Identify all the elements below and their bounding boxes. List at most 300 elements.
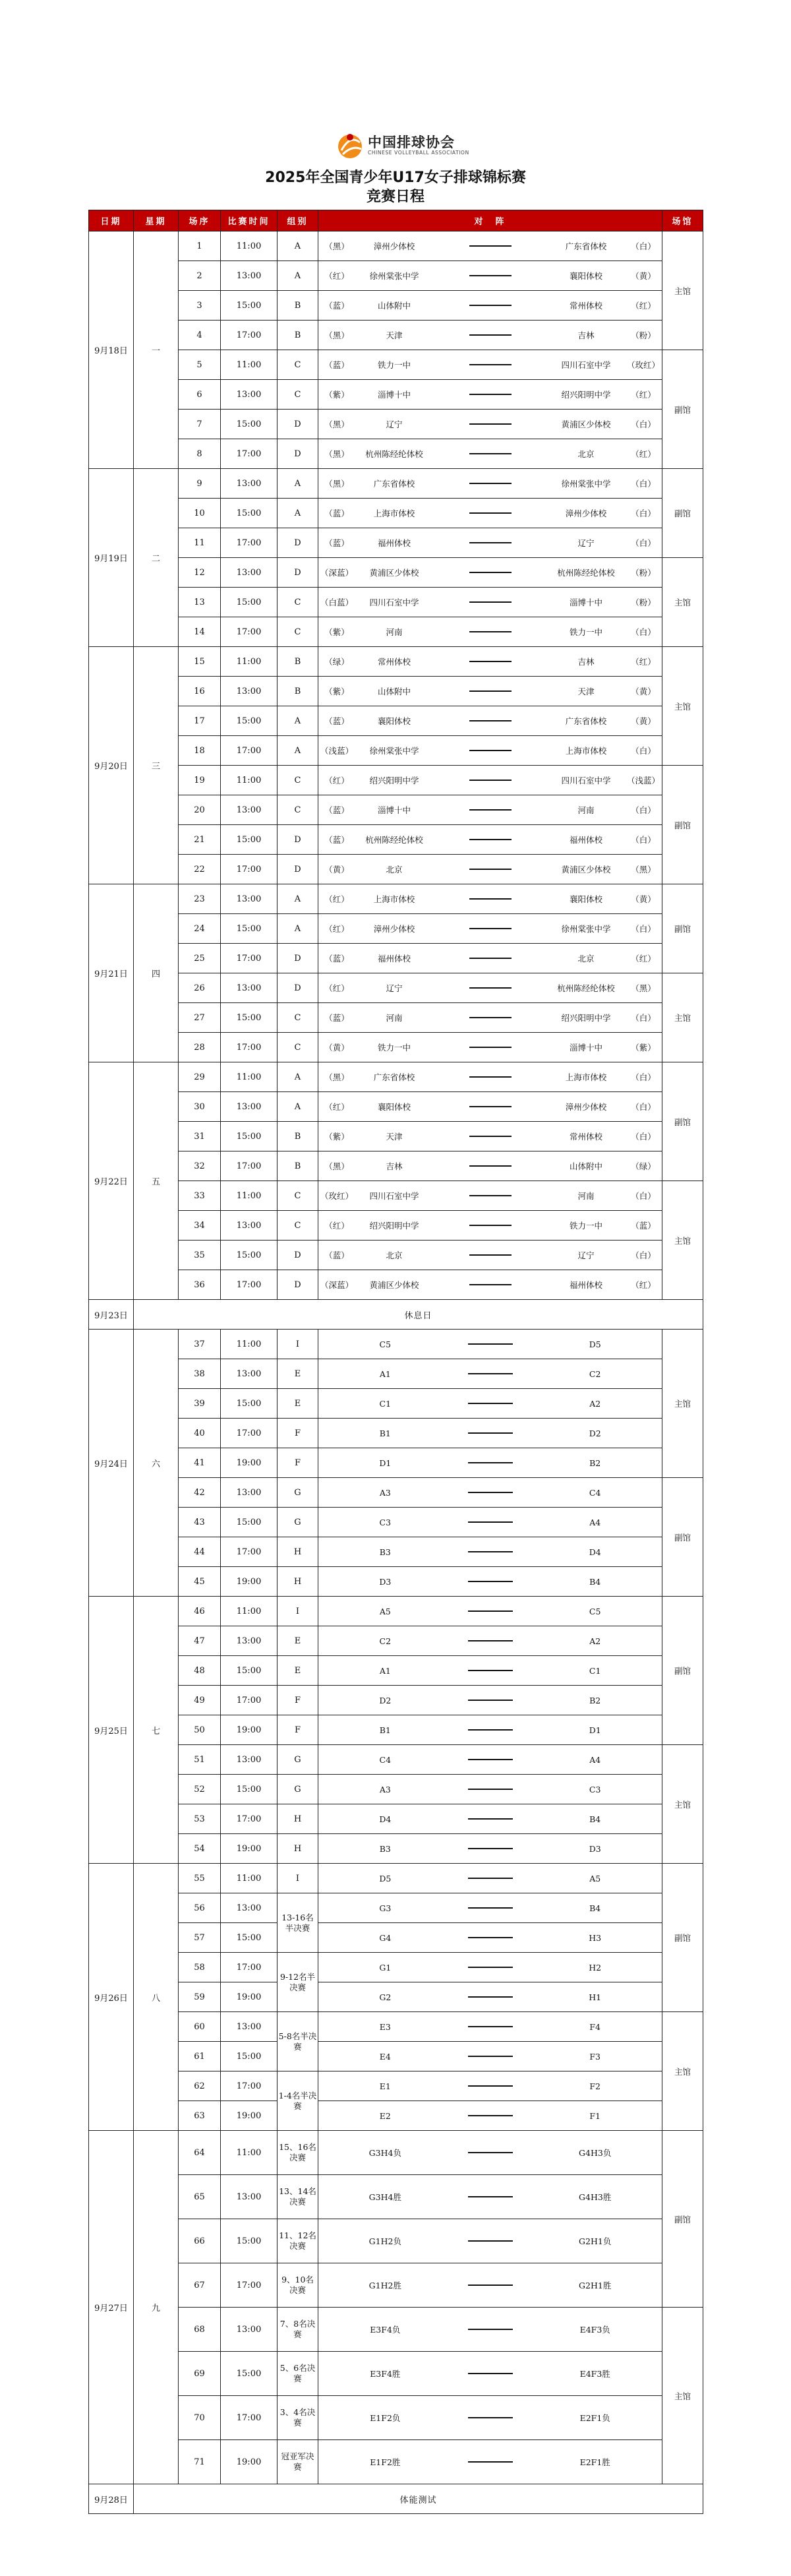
versus-line	[433, 869, 547, 870]
match-time: 15:00	[221, 2352, 278, 2396]
team1-name: 北京	[386, 1250, 403, 1260]
team2-jersey-color: （白）	[631, 924, 656, 934]
team2-slot: E2F1负	[579, 2413, 610, 2423]
team1-slot: D3	[379, 1576, 392, 1587]
placement-row	[89, 2042, 703, 2071]
matchup-cell	[318, 2101, 662, 2131]
matchup-cell	[318, 2440, 662, 2484]
match-date: 9月23日	[89, 1300, 134, 1330]
matchup-cell	[318, 1508, 662, 1537]
team2-slot: F2	[589, 2081, 601, 2091]
match-time: 17:00	[221, 1419, 278, 1448]
versus-line	[433, 1076, 547, 1078]
versus-line	[433, 483, 547, 484]
team1-jersey-color: （玫红）	[320, 1191, 353, 1201]
match-group: B	[278, 321, 318, 350]
match-number: 10	[179, 499, 221, 528]
matchup-cell	[318, 1775, 662, 1804]
matchup-cell	[318, 1923, 662, 1953]
match-time: 15:00	[221, 1508, 278, 1537]
team1-name: 福州体校	[377, 538, 411, 548]
team2-slot: A5	[589, 1873, 601, 1884]
placement-row	[89, 1715, 703, 1745]
match-time: 19:00	[221, 2440, 278, 2484]
match-group: A	[278, 736, 318, 766]
venue-main: 主馆	[662, 1745, 703, 1864]
versus-line	[452, 2329, 529, 2330]
placement-row	[89, 1626, 703, 1656]
logo-subtext: CHINESE VOLLEYBALL ASSOCIATION	[368, 150, 469, 156]
header-group: 组别	[278, 210, 318, 231]
versus-line	[452, 1373, 529, 1374]
team1-name: 天津	[386, 330, 403, 340]
team1-slot: D1	[379, 1457, 392, 1468]
team2-slot: D2	[589, 1428, 601, 1438]
match-number: 33	[179, 1181, 221, 1211]
matchup-cell	[318, 1033, 662, 1062]
matchup-cell	[318, 1715, 662, 1745]
match-time: 11:00	[221, 1864, 278, 1893]
team1-slot: C2	[379, 1636, 392, 1646]
match-number: 48	[179, 1656, 221, 1686]
match-time: 15:00	[221, 1122, 278, 1151]
versus-line	[452, 1492, 529, 1493]
logo	[334, 129, 469, 164]
team1-name: 黄浦区少体校	[369, 1280, 419, 1290]
placement-row	[89, 2101, 703, 2131]
matchup-cell	[318, 2396, 662, 2440]
match-group: A	[278, 884, 318, 914]
match-weekday: 七	[134, 1597, 179, 1864]
team2-slot: E2F1胜	[579, 2457, 610, 2467]
matchup-cell	[318, 1864, 662, 1893]
team1-jersey-color: （红）	[324, 894, 349, 904]
matchup-cell	[318, 1597, 662, 1626]
versus-line	[433, 1106, 547, 1107]
team2-jersey-color: （白）	[631, 538, 656, 548]
match-group: C	[278, 1211, 318, 1241]
team2-slot: H1	[589, 1992, 602, 2002]
match-row	[89, 1211, 703, 1241]
placement-row	[89, 1448, 703, 1478]
match-time: 15:00	[221, 291, 278, 321]
match-group: 冠亚军决赛	[278, 2440, 318, 2484]
match-row	[89, 617, 703, 647]
versus-line	[433, 750, 547, 751]
match-number: 47	[179, 1626, 221, 1656]
team2-name: 铁力一中	[569, 1221, 602, 1231]
venue-sub: 副馆	[662, 350, 703, 469]
match-row	[89, 231, 703, 261]
placement-row	[89, 1389, 703, 1419]
team1-jersey-color: （黑）	[324, 419, 349, 429]
team1-jersey-color: （红）	[324, 1102, 349, 1112]
match-group: E	[278, 1389, 318, 1419]
team1-name: 铁力一中	[377, 360, 411, 370]
match-group: 3、4名决赛	[278, 2396, 318, 2440]
match-number: 36	[179, 1270, 221, 1300]
team2-name: 漳州少体校	[565, 508, 607, 518]
match-time: 13:00	[221, 795, 278, 825]
match-time: 17:00	[221, 1033, 278, 1062]
versus-line	[452, 1403, 529, 1404]
match-number: 18	[179, 736, 221, 766]
team2-jersey-color: （白）	[631, 805, 656, 815]
match-time: 13:00	[221, 1211, 278, 1241]
placement-row	[89, 1982, 703, 2012]
versus-line	[433, 690, 547, 692]
team2-jersey-color: （白）	[631, 835, 656, 845]
team2-name: 上海市体校	[565, 1072, 607, 1082]
match-number: 20	[179, 795, 221, 825]
team2-slot: B4	[589, 1576, 601, 1587]
match-date: 9月20日	[89, 647, 134, 884]
versus-line	[452, 2026, 529, 2027]
team1-jersey-color: （蓝）	[324, 301, 349, 311]
match-group: 15、16名决赛	[278, 2131, 318, 2175]
match-time: 19:00	[221, 1567, 278, 1597]
team1-jersey-color: （红）	[324, 924, 349, 934]
match-time: 15:00	[221, 1241, 278, 1270]
team1-slot: A3	[379, 1784, 391, 1794]
match-row	[89, 1151, 703, 1181]
versus-line	[433, 512, 547, 514]
venue-main: 主馆	[662, 1330, 703, 1478]
matchup-cell	[318, 1270, 662, 1300]
matchup-cell	[318, 1893, 662, 1923]
team1-jersey-color: （蓝）	[324, 1013, 349, 1023]
matchup-cell	[318, 2071, 662, 2101]
match-group: A	[278, 706, 318, 736]
placement-row	[89, 1834, 703, 1864]
team2-slot: D5	[589, 1339, 601, 1349]
venue-main: 主馆	[662, 2308, 703, 2484]
match-number: 49	[179, 1686, 221, 1715]
match-time: 15:00	[221, 2042, 278, 2071]
matchup-cell	[318, 1982, 662, 2012]
match-weekday: 一	[134, 231, 179, 469]
team2-jersey-color: （红）	[631, 449, 656, 459]
team2-jersey-color: （红）	[631, 1280, 656, 1290]
match-time: 15:00	[221, 1775, 278, 1804]
team1-slot: G3H4负	[368, 2148, 401, 2158]
team2-slot: A4	[589, 1517, 601, 1527]
matchup-cell	[318, 1626, 662, 1656]
match-time: 13:00	[221, 469, 278, 499]
versus-line	[452, 2056, 529, 2057]
match-time: 13:00	[221, 1626, 278, 1656]
match-time: 11:00	[221, 766, 278, 795]
match-time: 13:00	[221, 380, 278, 410]
versus-line	[452, 1581, 529, 1582]
match-number: 55	[179, 1864, 221, 1893]
match-time: 11:00	[221, 647, 278, 677]
team2-jersey-color: （红）	[631, 657, 656, 667]
team2-name: 绍兴阳明中学	[561, 390, 611, 400]
team1-name: 黄浦区少体校	[369, 568, 419, 578]
matchup-cell	[318, 2263, 662, 2308]
match-number: 30	[179, 1092, 221, 1122]
versus-line	[452, 1996, 529, 1998]
versus-line	[433, 1047, 547, 1048]
match-group: C	[278, 795, 318, 825]
match-number: 35	[179, 1241, 221, 1270]
team2-name: 河南	[577, 1191, 595, 1201]
semifinal-label: 9-12名半决赛	[278, 1953, 318, 2012]
versus-line	[433, 1284, 547, 1285]
match-number: 1	[179, 231, 221, 261]
placement-row	[89, 2440, 703, 2484]
match-number: 27	[179, 1003, 221, 1033]
team1-slot: G2	[379, 1992, 392, 2002]
team1-slot: G1H2负	[368, 2236, 401, 2246]
venue-main: 主馆	[662, 2012, 703, 2131]
match-row	[89, 1270, 703, 1300]
team1-jersey-color: （绿）	[324, 657, 349, 667]
team1-slot: D5	[379, 1873, 392, 1884]
header-venue: 场馆	[662, 210, 703, 231]
team2-jersey-color: （绿）	[631, 1161, 656, 1171]
match-group: E	[278, 1656, 318, 1686]
team1-jersey-color: （蓝）	[324, 835, 349, 845]
matchup-cell	[318, 706, 662, 736]
team2-name: 杭州陈经纶体校	[557, 568, 615, 578]
venue-main: 主馆	[662, 558, 703, 647]
matchup-cell	[318, 558, 662, 588]
match-row	[89, 647, 703, 677]
match-number: 57	[179, 1923, 221, 1953]
match-number: 8	[179, 439, 221, 469]
matchup-cell	[318, 1359, 662, 1389]
matchup-cell	[318, 2042, 662, 2071]
team1-slot: E4	[379, 2051, 391, 2062]
placement-row	[89, 1745, 703, 1775]
match-group: F	[278, 1448, 318, 1478]
team2-jersey-color: （黄）	[631, 687, 656, 696]
versus-line	[452, 2152, 529, 2153]
match-row	[89, 350, 703, 380]
team1-slot: G3	[379, 1903, 392, 1913]
team2-name: 山体附中	[569, 1161, 602, 1171]
matchup-cell	[318, 677, 662, 706]
placement-row	[89, 1537, 703, 1567]
match-group: B	[278, 647, 318, 677]
match-group: 7、8名决赛	[278, 2308, 318, 2352]
match-number: 68	[179, 2308, 221, 2352]
match-row	[89, 528, 703, 558]
matchup-cell	[318, 944, 662, 973]
match-time: 19:00	[221, 1715, 278, 1745]
team2-slot: G4H3胜	[579, 2192, 612, 2202]
versus-line	[433, 275, 547, 276]
versus-line	[452, 1640, 529, 1641]
placement-row	[89, 1508, 703, 1537]
team2-name: 北京	[577, 954, 595, 964]
placement-row	[89, 1804, 703, 1834]
team1-jersey-color: （黑）	[324, 241, 349, 251]
page-subtitle: 竞赛日程	[366, 189, 425, 205]
versus-line	[452, 2115, 529, 2116]
match-number: 51	[179, 1745, 221, 1775]
team1-name: 襄阳体校	[377, 1102, 411, 1112]
team2-slot: H3	[589, 1932, 602, 1943]
match-time: 17:00	[221, 944, 278, 973]
match-row	[89, 766, 703, 795]
match-weekday: 五	[134, 1062, 179, 1300]
match-date: 9月27日	[89, 2131, 134, 2484]
match-time: 13:00	[221, 884, 278, 914]
team2-jersey-color: （玫红）	[626, 360, 660, 370]
match-row	[89, 825, 703, 855]
team2-slot: B2	[589, 1457, 601, 1468]
match-group: 9、10名决赛	[278, 2263, 318, 2308]
team2-name: 吉林	[577, 330, 595, 340]
team2-slot: F1	[589, 2110, 601, 2121]
team2-slot: D3	[589, 1843, 601, 1854]
versus-line	[433, 928, 547, 929]
match-date: 9月18日	[89, 231, 134, 469]
matchup-cell	[318, 1953, 662, 1982]
match-group: G	[278, 1745, 318, 1775]
versus-line	[433, 898, 547, 900]
team2-name: 吉林	[577, 657, 595, 667]
team2-name: 四川石室中学	[561, 776, 611, 785]
match-group: C	[278, 380, 318, 410]
match-time: 17:00	[221, 2396, 278, 2440]
team2-jersey-color: （红）	[631, 390, 656, 400]
semifinal-label: 5-8名半决赛	[278, 2012, 318, 2071]
team1-jersey-color: （黑）	[324, 1161, 349, 1171]
schedule-body	[89, 231, 703, 2514]
rest-day-row	[89, 1300, 703, 1330]
match-time: 13:00	[221, 1745, 278, 1775]
versus-line	[452, 1907, 529, 1909]
team1-name: 上海市体校	[373, 894, 415, 904]
team1-jersey-color: （紫）	[324, 687, 349, 696]
venue-sub: 副馆	[662, 1062, 703, 1181]
match-group: A	[278, 499, 318, 528]
team1-name: 福州体校	[377, 954, 411, 964]
match-row	[89, 1033, 703, 1062]
versus-line	[452, 1967, 529, 1968]
team2-name: 河南	[577, 805, 595, 815]
match-number: 37	[179, 1330, 221, 1359]
team1-slot: E1	[379, 2081, 391, 2091]
match-group: B	[278, 1151, 318, 1181]
team2-slot: G4H3负	[579, 2148, 612, 2158]
match-group: A	[278, 1062, 318, 1092]
versus-line	[433, 1195, 547, 1196]
team1-jersey-color: （黄）	[324, 1043, 349, 1053]
matchup-cell	[318, 321, 662, 350]
match-number: 29	[179, 1062, 221, 1092]
team1-name: 辽宁	[386, 419, 403, 429]
team2-slot: C5	[589, 1606, 601, 1616]
placement-row	[89, 2219, 703, 2263]
match-row	[89, 321, 703, 350]
match-number: 19	[179, 766, 221, 795]
team2-slot: C1	[589, 1665, 601, 1676]
match-number: 6	[179, 380, 221, 410]
team1-name: 广东省体校	[373, 479, 415, 489]
match-group: H	[278, 1804, 318, 1834]
versus-line	[452, 1759, 529, 1760]
matchup-cell	[318, 1389, 662, 1419]
team2-slot: A4	[589, 1754, 601, 1765]
placement-row	[89, 1597, 703, 1626]
team2-slot: H2	[589, 1962, 602, 1973]
semifinal-label: 13-16名半决赛	[278, 1893, 318, 1953]
match-group: B	[278, 1122, 318, 1151]
team2-slot: A2	[589, 1398, 601, 1409]
match-number: 2	[179, 261, 221, 291]
match-row	[89, 558, 703, 588]
team2-name: 绍兴阳明中学	[561, 1013, 611, 1023]
versus-line	[452, 2196, 529, 2197]
team2-jersey-color: （白）	[631, 419, 656, 429]
match-date: 9月28日	[89, 2484, 134, 2514]
match-number: 58	[179, 1953, 221, 1982]
team1-name: 山体附中	[377, 301, 411, 311]
team1-jersey-color: （深蓝）	[320, 568, 353, 578]
matchup-cell	[318, 647, 662, 677]
match-number: 34	[179, 1211, 221, 1241]
matchup-cell	[318, 2352, 662, 2396]
match-group: I	[278, 1330, 318, 1359]
match-number: 46	[179, 1597, 221, 1626]
team1-name: 淄博十中	[377, 805, 411, 815]
match-time: 13:00	[221, 2308, 278, 2352]
team2-jersey-color: （蓝）	[631, 1221, 656, 1231]
matchup-cell	[318, 736, 662, 766]
versus-line	[452, 1670, 529, 1671]
match-number: 3	[179, 291, 221, 321]
team2-jersey-color: （白）	[631, 1191, 656, 1201]
match-number: 31	[179, 1122, 221, 1151]
versus-line	[452, 1729, 529, 1731]
team2-slot: E4F3胜	[579, 2369, 610, 2379]
team2-slot: B2	[589, 1695, 601, 1705]
team1-name: 北京	[386, 865, 403, 874]
match-group: E	[278, 1359, 318, 1389]
placement-row	[89, 1330, 703, 1359]
match-row	[89, 1062, 703, 1092]
team2-slot: G2H1负	[579, 2236, 612, 2246]
matchup-cell	[318, 1211, 662, 1241]
venue-sub: 副馆	[662, 1478, 703, 1597]
placement-row	[89, 1686, 703, 1715]
team1-jersey-color: （黑）	[324, 1072, 349, 1082]
team2-jersey-color: （粉）	[631, 330, 656, 340]
placement-row	[89, 1775, 703, 1804]
match-time: 11:00	[221, 1181, 278, 1211]
team1-slot: D2	[379, 1695, 392, 1705]
versus-line	[433, 245, 547, 247]
team2-name: 漳州少体校	[565, 1102, 607, 1112]
team2-name: 淄博十中	[569, 1043, 602, 1053]
match-group: A	[278, 469, 318, 499]
match-time: 17:00	[221, 1804, 278, 1834]
match-number: 43	[179, 1508, 221, 1537]
match-time: 17:00	[221, 1537, 278, 1567]
match-row	[89, 706, 703, 736]
match-group: E	[278, 1626, 318, 1656]
matchup-cell	[318, 2219, 662, 2263]
matchup-cell	[318, 914, 662, 944]
match-time: 17:00	[221, 321, 278, 350]
matchup-cell	[318, 1062, 662, 1092]
match-weekday: 八	[134, 1864, 179, 2131]
